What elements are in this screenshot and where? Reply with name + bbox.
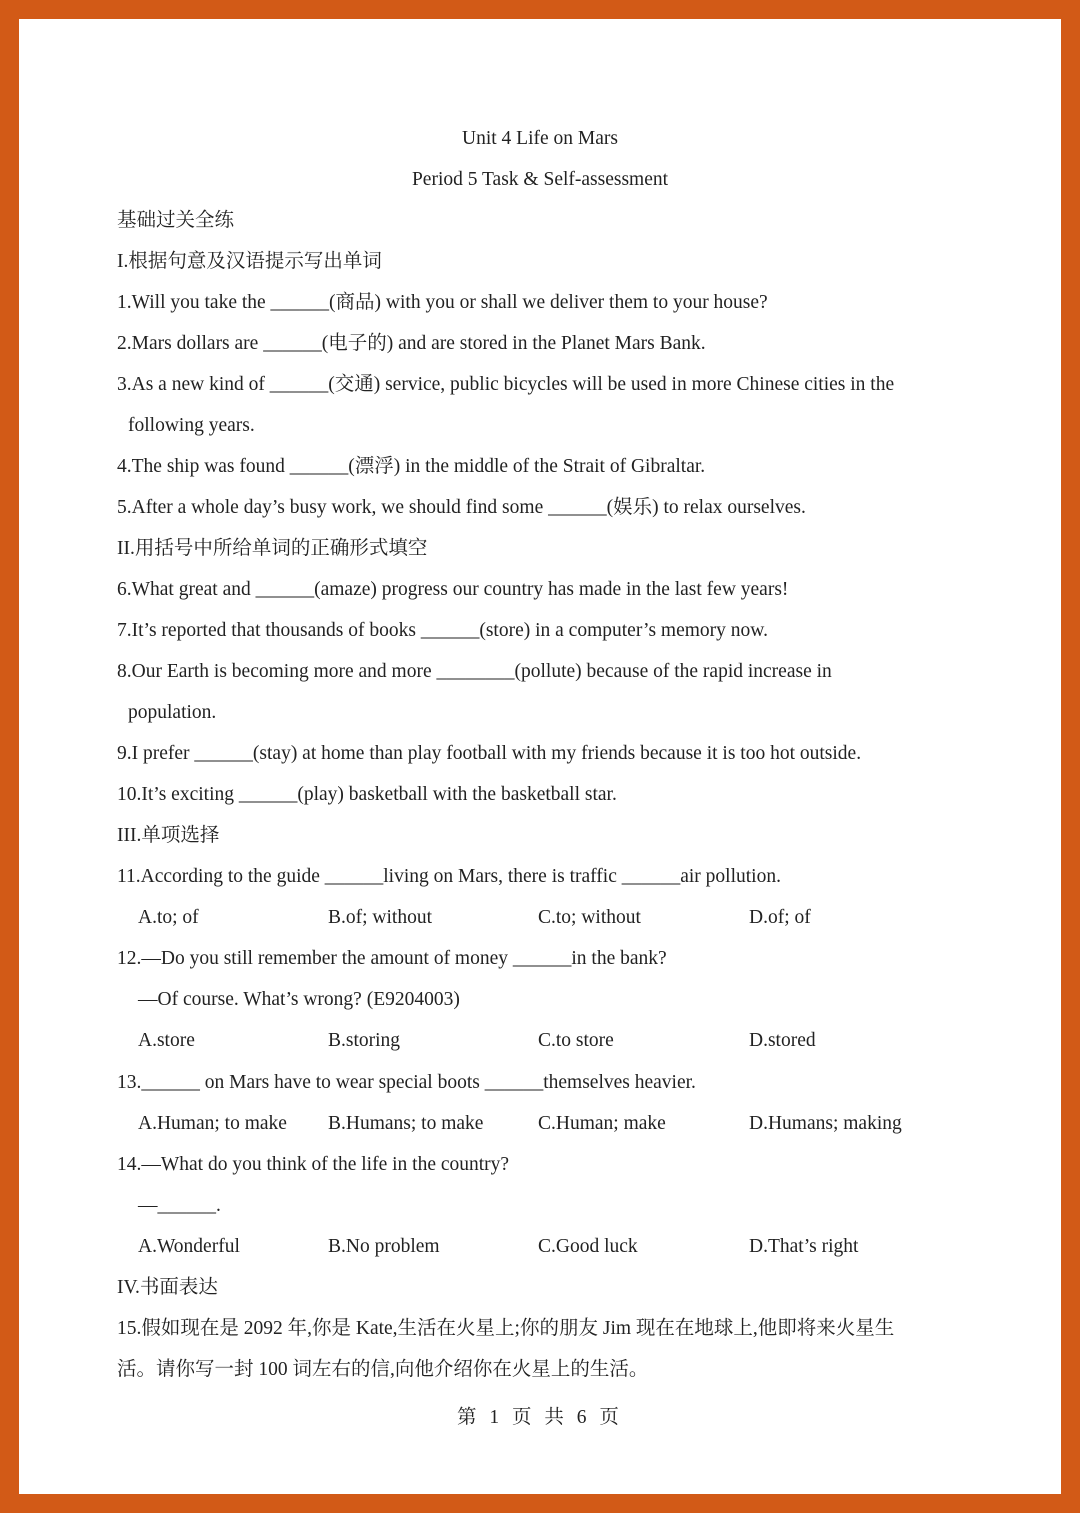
part4-heading: IV.书面表达 [117, 1277, 218, 1298]
question-14: 14.—What do you think of the life in the country? [117, 1154, 510, 1175]
option-c[interactable]: C.to store [538, 1030, 614, 1051]
question-12-reply: —Of course. What’s wrong? (E9204003) [138, 989, 460, 1010]
question-3: 3.As a new kind of ______(交通) service, public bicycles will be used in more Chinese cities in the [117, 374, 895, 395]
question-9: 9.I prefer ______(stay) at home than play football with my friends because it is too hot outside. [117, 743, 862, 764]
page-subtitle: Period 5 Task & Self-assessment [411, 169, 669, 190]
option-d[interactable]: D.stored [749, 1030, 816, 1051]
question-11: 11.According to the guide ______living on Mars, there is traffic ______air pollution. [117, 866, 781, 887]
question-3-continued: following years. [128, 415, 255, 436]
option-c[interactable]: C.Human; make [538, 1113, 666, 1134]
question-15: 15.假如现在是 2092 年,你是 Kate,生活在火星上;你的朋友 Jim 现在在地球上,他即将来火星生 [117, 1318, 895, 1339]
option-a[interactable]: A.store [138, 1030, 195, 1051]
question-15-continued: 活。请你写一封 100 词左右的信,向他介绍你在火星上的生活。 [117, 1359, 649, 1380]
option-b[interactable]: B.of; without [328, 907, 433, 928]
question-8-text: 8.Our Earth is becoming more and more ________(pollute) because of the rapid increase in [117, 661, 832, 682]
part1-heading: I.根据句意及汉语提示写出单词 [117, 251, 382, 272]
question-8-continued: population. [128, 702, 217, 723]
question-2: 2.Mars dollars are ______(电子的) and are stored in the Planet Mars Bank. [117, 333, 706, 354]
question-1: 1.Will you take the ______(商品) with you or shall we deliver them to your house? [117, 292, 768, 313]
option-d[interactable]: D.That’s right [749, 1236, 859, 1257]
worksheet-page [19, 19, 1061, 1494]
question-12: 12.—Do you still remember the amount of money ______in the bank? [117, 948, 667, 969]
question-7: 7.It’s reported that thousands of books ______(store) in a computer’s memory now. [117, 620, 768, 641]
section-heading: 基础过关全练 [117, 210, 235, 231]
part3-heading: III.单项选择 [117, 825, 220, 846]
option-d[interactable]: D.Humans; making [749, 1113, 902, 1134]
question-4: 4.The ship was found ______(漂浮) in the middle of the Strait of Gibraltar. [117, 456, 706, 477]
option-b[interactable]: B.Humans; to make [328, 1113, 484, 1134]
page-title: Unit 4 Life on Mars [462, 128, 618, 149]
question-6: 6.What great and ______(amaze) progress our country has made in the last few years! [117, 579, 789, 600]
option-b[interactable]: B.No problem [328, 1236, 440, 1257]
option-a[interactable]: A.Human; to make [138, 1113, 287, 1134]
option-c[interactable]: C.Good luck [538, 1236, 638, 1257]
option-d[interactable]: D.of; of [749, 907, 811, 928]
part2-heading: II.用括号中所给单词的正确形式填空 [117, 538, 428, 559]
option-c[interactable]: C.to; without [538, 907, 641, 928]
option-a[interactable]: A.Wonderful [138, 1236, 240, 1257]
question-13: 13.______ on Mars have to wear special boots ______themselves heavier. [117, 1072, 696, 1093]
question-14-reply: —______. [138, 1195, 221, 1216]
question-10: 10.It’s exciting ______(play) basketball with the basketball star. [117, 784, 617, 805]
page-footer: 第 1 页 共 6 页 [457, 1407, 623, 1428]
option-a[interactable]: A.to; of [138, 907, 199, 928]
option-b[interactable]: B.storing [328, 1030, 401, 1051]
question-8 [117, 660, 962, 684]
question-5: 5.After a whole day’s busy work, we should find some ______(娱乐) to relax ourselves. [117, 497, 806, 518]
